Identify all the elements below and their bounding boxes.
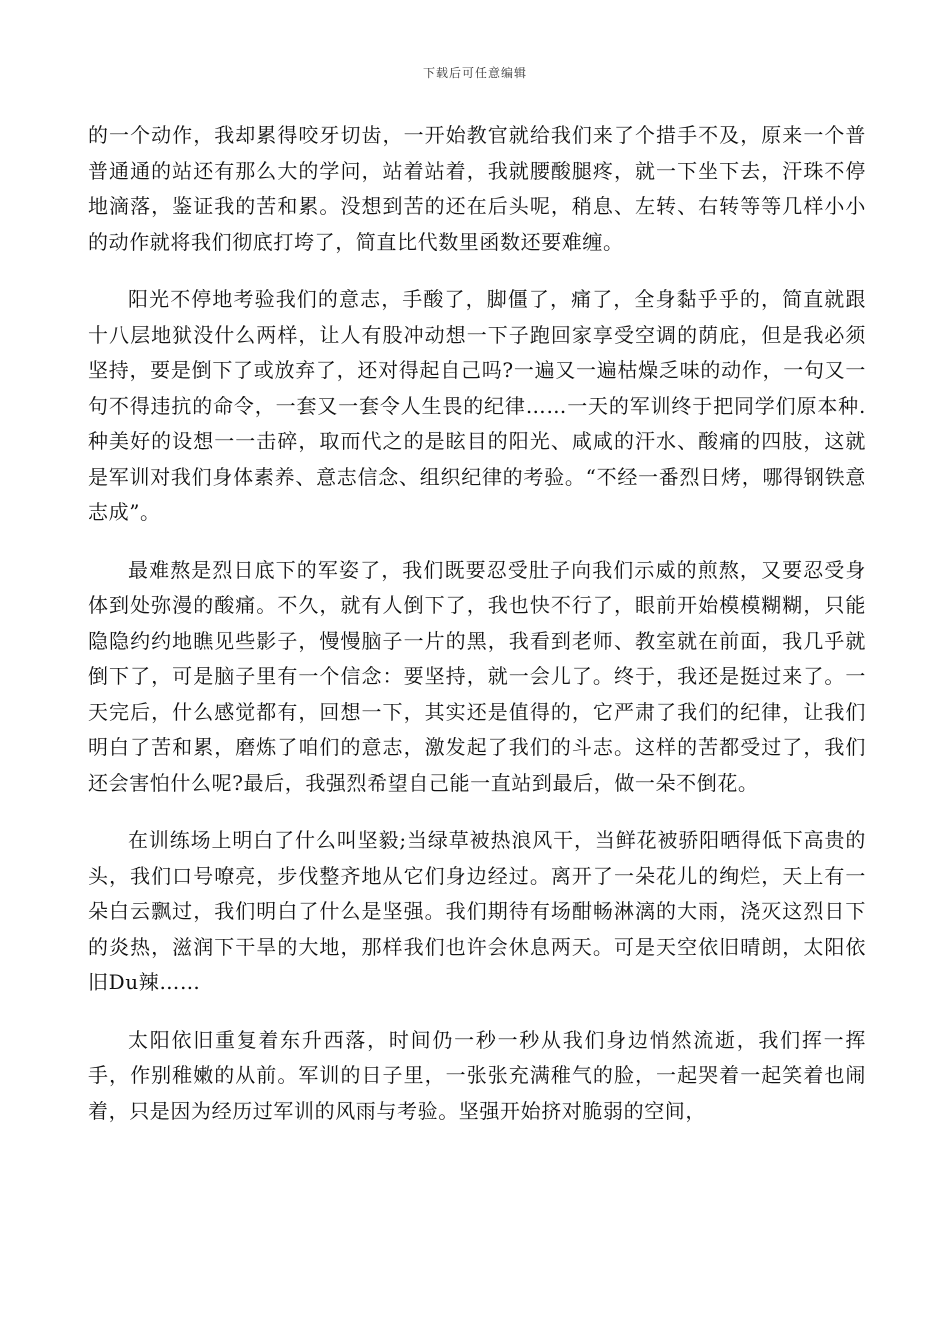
paragraph-3: 最难熬是烈日底下的军姿了，我们既要忍受肚子向我们示威的煎熬，又要忍受身体到处弥漫的酸痛。不久，就有人倒下了，我也快不行了，眼前开始模模糊糊，只能隐隐约约地瞧见些影子，慢慢脑子一片的黑，我看到老师、教室就在前面，我几乎就倒下了，可是脑子里有一个信念：要坚持，就一会儿了。终于，我还是挺过来了。一天完后，什么感觉都有，回想一下，其实还是值得的，它严肃了我们的纪律，让我们明白了苦和累，磨炼了咱们的意志，激发起了我们的斗志。这样的苦都受过了，我们还会害怕什么呢?最后，我强烈希望自己能一直站到最后，做一朵不倒花。 — [88, 557, 866, 795]
paragraph-2: 阳光不停地考验我们的意志，手酸了，脚僵了，痛了，全身黏乎乎的，简直就跟十八层地狱没什么两样，让人有股冲动想一下子跑回家享受空调的荫庇，但是我必须坚持，要是倒下了或放弃了，还对得起自己吗?一遍又一遍枯燥乏味的动作，一句又一句不得违抗的命令，一套又一套令人生畏的纪律……一天的军训终于把同学们原本种.种美好的设想一一击碎，取而代之的是眩目的阳光、咸咸的汗水、酸痛的四肢，这就是军训对我们身体素养、意志信念、组织纪律的考验。“不经一番烈日烤，哪得钢铁意志成”。 — [88, 287, 866, 524]
paragraph-1: 的一个动作，我却累得咬牙切齿，一开始教官就给我们来了个措手不及，原来一个普普通通的站还有那么大的学问，站着站着，我就腰酸腿疼，就一下坐下去，汗珠不停地滴落，鉴证我的苦和累。没想到苦的还在后头呢，稍息、左转、右转等等几样小小的动作就将我们彻底打垮了，简直比代数里函数还要难缠。 — [88, 123, 866, 254]
document-body — [88, 118, 866, 1151]
page-header: 下载后可任意编辑 — [422, 66, 527, 80]
paragraph-5: 太阳依旧重复着东升西落，时间仍一秒一秒从我们身边悄然流逝，我们挥一挥手，作别稚嫩的从前。军训的日子里，一张张充满稚气的脸，一起哭着一起笑着也闹着，只是因为经历过军训的风雨与考验。坚强开始挤对脆弱的空间， — [88, 1027, 866, 1123]
paragraph-4: 在训练场上明白了什么叫坚毅;当绿草被热浪风干，当鲜花被骄阳晒得低下高贵的头，我们口号嘹亮，步伐整齐地从它们身边经过。离开了一朵花儿的绚烂，天上有一朵白云飘过，我们明白了什么是坚强。我们期待有场酣畅淋漓的大雨，浇灭这烈日下的炎热，滋润下干旱的大地，那样我们也许会休息两天。可是天空依旧晴朗，太阳依旧Du辣…… — [88, 828, 866, 994]
